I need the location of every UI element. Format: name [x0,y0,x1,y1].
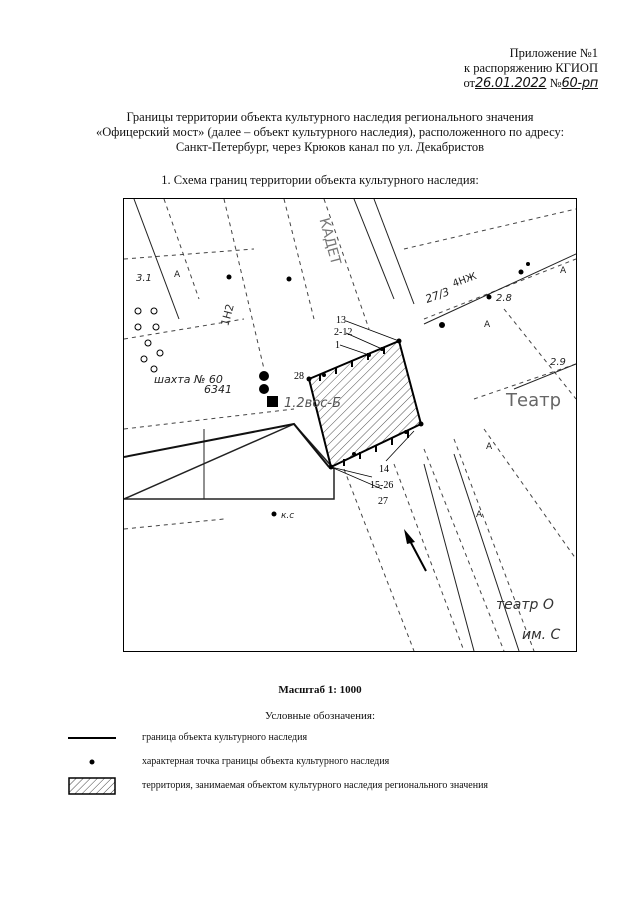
label-1: 1 [335,340,340,351]
legend-item-boundary [64,728,604,748]
map-text-28-top: 2.8 [496,293,512,304]
boundary-point-icon [64,752,120,772]
appendix-title: Приложение №1 [509,46,598,60]
legend-item-point [64,752,604,772]
boundary-line-icon [64,728,120,748]
appendix-date-line [463,76,598,91]
legend-label-territory: территория, занимаемая объектом культурного наследия регионального значения [142,780,489,791]
hatched-territory-icon [64,776,120,796]
map-text-im: им. С [522,627,561,643]
label-13: 13 [336,315,346,326]
title-line-2: «Офицерский мост» (далее – объект культурного наследия), расположенного по адресу: [95,125,565,139]
handwritten-date: 26.01.2022 [475,76,547,91]
label-27: 27 [378,496,388,507]
label-15-26: 15-26 [370,480,394,491]
north-arrow [404,529,426,571]
label-28: 28 [294,371,304,382]
map-svg [124,199,576,651]
map-text-a2: А [484,320,491,330]
map-text-4nzh: 4НЖ [451,271,479,290]
handwritten-number: 60-рп [561,76,598,91]
legend-label-point: характерная точка границы объекта культурного наследия [142,756,390,767]
title-line-1: Границы территории объекта культурного наследия регионального значения [126,110,534,124]
map-text-a3: А [486,442,493,452]
scale-label: Масштаб 1: 1000 [278,684,362,696]
document-title [60,110,600,155]
map-text-teatr: Театр [506,390,562,411]
section-heading: 1. Схема границ территории объекта культурного наследия: [161,173,479,187]
title-line-3: Санкт-Петербург, через Крюков канал по ул. Декабристов [175,140,485,154]
map-text-6341: 6341 [204,383,232,396]
map-text-27-3: 27/3 [423,285,452,306]
legend-item-territory [64,776,604,796]
label-2-12: 2-12 [334,327,353,338]
boundary-map [123,198,577,652]
map-text-nt: 1Н2 [218,302,237,328]
map-text-29: 2.9 [550,357,566,368]
map-text-12vos: 1.2вос-Б [284,396,342,411]
map-symbols [135,308,163,372]
map-text-kadet: КАДЕТ [315,216,344,267]
map-text-shahta: шахта № 60 [154,373,223,386]
legend-title: Условные обозначения: [264,710,376,722]
map-text-a4: А [560,266,567,276]
map-text-kc: к.с [281,511,295,521]
label-14: 14 [379,464,389,475]
map-text-teatr-o: театр О [496,597,554,613]
appendix-header [463,46,598,91]
map-text-a1: А [174,270,181,280]
map-text-a5: А [476,510,483,520]
number-prefix: № [549,76,562,90]
appendix-order-ref: к распоряжению КГИОП [464,61,598,75]
map-text-31: 3.1 [136,273,152,284]
thick-building-line [124,424,329,467]
date-prefix: от [463,76,475,90]
legend-label-boundary: граница объекта культурного наследия [142,732,308,743]
